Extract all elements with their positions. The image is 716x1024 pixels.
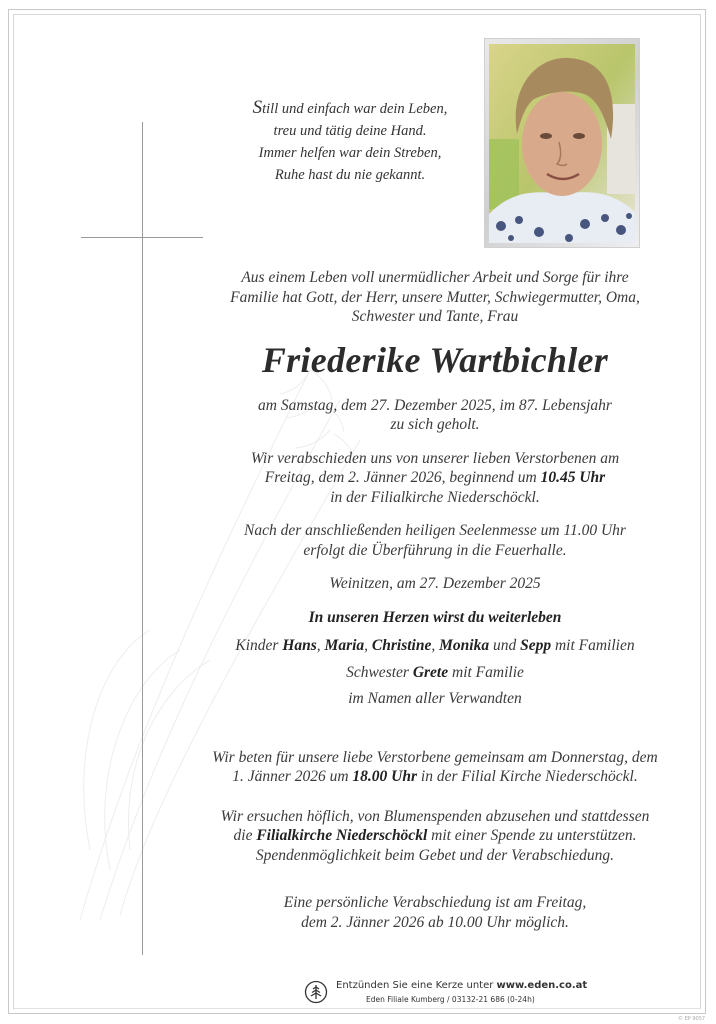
poem-initial: S: [252, 97, 263, 118]
eden-tree-logo-icon: [304, 980, 328, 1004]
donation-line-1: Wir ersuchen höflich, von Blumenspenden abzusehen und stattdessen: [220, 807, 650, 825]
farewell-time: 10.45 Uhr: [540, 469, 606, 486]
cross-horizontal-bar: [81, 237, 203, 238]
intro-text: [190, 268, 680, 327]
prayer-notice: [190, 748, 680, 787]
poem-line-4: Ruhe hast du nie gekannt.: [274, 167, 426, 183]
child-name: Christine: [371, 637, 432, 654]
farewell-line-3: in der Filialkirche Niederschöckl.: [330, 488, 540, 506]
poem-line-3: Immer helfen war dein Streben,: [258, 145, 442, 161]
branch-contact: Eden Filiale Kumberg / 03132-21 686 (0-24h): [366, 995, 535, 1004]
poem-line-2: treu und tätig deine Hand.: [273, 123, 427, 139]
sister-name: Grete: [412, 663, 449, 681]
farewell-line-2: [190, 468, 680, 488]
prayer-time: 18.00 Uhr: [352, 768, 418, 785]
portrait-photo: [489, 44, 635, 243]
mass-line-2: erfolgt die Überführung in die Feuerhalle.: [303, 541, 567, 559]
sister-suffix: mit Familie: [448, 663, 524, 681]
poem-line-1: [240, 97, 460, 120]
template-code: © EP 9057: [678, 1016, 706, 1022]
mass-line-1: Nach der anschließenden heiligen Seelenmesse um 11.00 Uhr: [244, 522, 626, 539]
place-date: Weinitzen, am 27. Dezember 2025: [329, 575, 541, 592]
child-name: Monika: [439, 637, 490, 654]
separator: ,: [364, 637, 372, 654]
footer: [300, 978, 588, 1008]
prayer-line-2-pre: 1. Jänner 2026 um: [232, 768, 353, 785]
child-name: Hans: [282, 637, 317, 654]
viewing-line-2: dem 2. Jänner 2026 ab 10.00 Uhr möglich.: [301, 913, 569, 931]
sister-prefix: Schwester: [346, 663, 413, 681]
separator: und: [489, 637, 521, 654]
farewell-notice: [190, 449, 680, 508]
death-line-2: zu sich geholt.: [390, 416, 480, 433]
intro-line-2: Familie hat Gott, der Herr, unsere Mutter, Schwiegermutter, Oma,: [230, 288, 640, 306]
intro-line-1: Aus einem Leben voll unermüdlicher Arbeit und Sorge für ihre: [241, 269, 629, 286]
donation-line-2-post: mit einer Spende zu unterstützen.: [427, 827, 637, 844]
motto: In unseren Herzen wirst du weiterleben: [308, 608, 562, 626]
prayer-line-1: Wir beten für unsere liebe Verstorbene gemeinsam am Donnerstag, dem: [212, 748, 658, 766]
mourners-relatives: im Namen aller Verwandten: [348, 690, 522, 707]
intro-line-3: Schwester und Tante, Frau: [351, 308, 519, 325]
viewing-notice: [190, 893, 680, 932]
memorial-poem: [240, 97, 460, 186]
donation-line-2-pre: die: [233, 827, 257, 844]
portrait-illustration-icon: [489, 44, 635, 243]
child-name: Sepp: [520, 637, 552, 654]
child-name: Maria: [324, 637, 365, 654]
poem-line-1-text: till und einfach war dein Leben,: [262, 101, 448, 117]
death-notice: [190, 396, 680, 435]
prayer-line-2-post: in der Filial Kirche Niederschöckl.: [417, 768, 638, 785]
mass-notice: [190, 521, 680, 560]
children-prefix: Kinder: [235, 637, 283, 654]
children-suffix: mit Familien: [551, 637, 635, 654]
deceased-name: Friederike Wartbichler: [261, 339, 609, 380]
donation-line-2: [190, 826, 680, 846]
candle-text-label: Entzünden Sie eine Kerze unter: [336, 980, 497, 991]
footer-divider: [14, 1008, 700, 1009]
obituary-body: [190, 268, 680, 932]
viewing-line-1: Eine persönliche Verabschiedung ist am Freitag,: [283, 894, 587, 911]
donation-notice: [190, 807, 680, 866]
eden-link[interactable]: www.eden.co.at: [496, 980, 588, 991]
donation-line-3: Spendenmöglichkeit beim Gebet und der Verabschiedung.: [255, 846, 615, 864]
farewell-line-1: Wir verabschieden uns von unserer lieben Verstorbenen am: [250, 449, 620, 467]
candle-text: [336, 980, 587, 991]
farewell-line-2-text: Freitag, dem 2. Jänner 2026, beginnend um: [264, 469, 541, 486]
donation-recipient: Filialkirche Niederschöckl: [256, 827, 428, 844]
prayer-line-2: [190, 767, 680, 787]
cross-vertical-bar: [142, 122, 143, 955]
mourners-children: [190, 636, 680, 656]
death-line-1: am Samstag, dem 27. Dezember 2025, im 87. Lebensjahr: [258, 396, 612, 414]
separator: ,: [431, 637, 440, 654]
mourners-sister: [190, 663, 680, 683]
separator: ,: [316, 637, 325, 654]
